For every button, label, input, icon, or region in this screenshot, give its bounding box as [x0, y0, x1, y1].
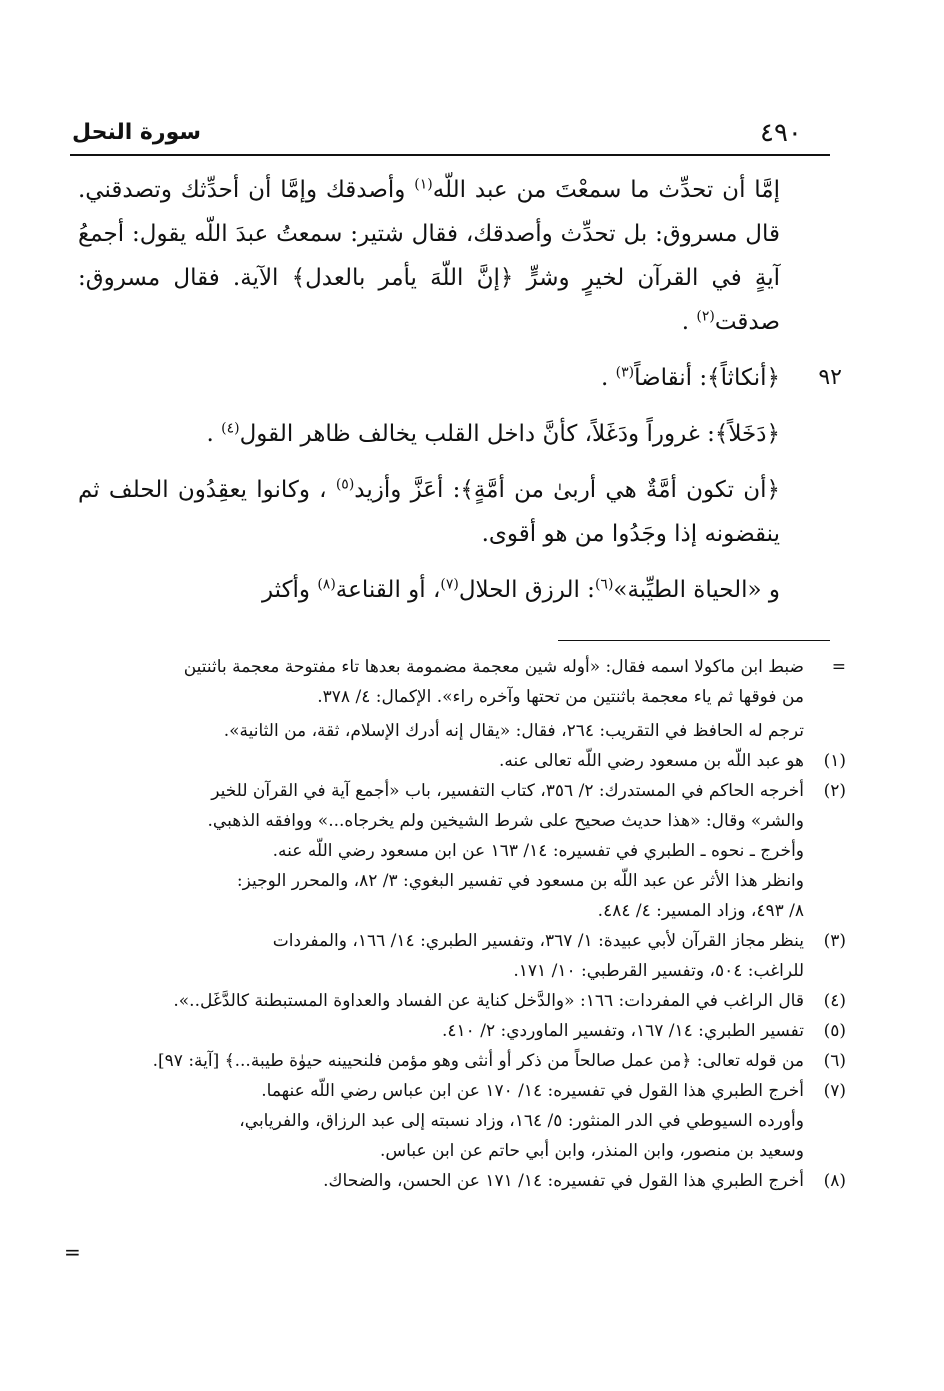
- footnote-line: ٨/ ٤٩٣، وزاد المسير: ٤/ ٤٨٤.: [597, 901, 804, 921]
- footnote-continuation: [78, 652, 846, 746]
- verse-number: ٩٢: [818, 365, 842, 390]
- gloss-text: ﴿دَخَلاً﴾: غروراً ودَغَلاً، كأنَّ داخل القلب يخالف ظاهر القول: [239, 421, 780, 447]
- footnote-line: وسعيد بن منصور، وابن المنذر، وابن أبي حاتم عن ابن عباس.: [379, 1141, 804, 1161]
- footnote-line: للراغب: ٥٠٤، وتفسير القرطبي: ١٠/ ١٧١.: [513, 961, 804, 981]
- text-line: وتصدقني. قال مسروق: بل تحدِّث وأصدقك، فقال شتير: سمعتُ عبدَ اللّه: [78, 177, 780, 247]
- footnote-marker: (٧): [440, 576, 459, 593]
- footnote-3: [78, 926, 846, 986]
- footnote-number: (٥): [823, 1021, 846, 1041]
- gloss-text: ﴿أن تكون أمَّةٌ هي أربىٰ من أمَّةٍ﴾: أعَزَّ وأزيد: [354, 477, 781, 503]
- footnotes: [78, 652, 846, 1196]
- continuation-mark: =: [831, 657, 846, 677]
- footnote-marker: (٢): [696, 308, 715, 325]
- footnote-line: والشر» وقال: «هذا حديث صحيح على شرط الشيخين ولم يخرجاه...» ووافقه الذهبي.: [207, 811, 804, 831]
- footnote-marker: (٣): [615, 364, 635, 381]
- gloss-text: الحلف ثم ينقضونه إذا وجَدُوا من هو أقوى.: [78, 477, 780, 547]
- footnote-line: أخرج الطبري هذا القول في تفسيره: ١٤/ ١٧٠ عن ابن عباس رضي اللّه عنهما.: [261, 1081, 804, 1101]
- footnote-marker: (٦): [594, 576, 614, 593]
- paragraph-masruq: إمَّا أن تحدِّث ما سمعْتَ من عبد اللّه$^{(١)}$ وأصدقك وإمَّا أن أحدِّثك وتصدقني. قال مسروق: بل تحدِّث وأصدقك، فقال شتير: سمعتُ عبدَ اللّه يقول: أجمعُ آيةٍ في القرآن لخيرٍ وشرٍّ ﴿إنَّ اللّهَ يأمر بالعدل﴾ الآية. فقال مسروق: صدقت$^{(٢)}$ .: [78, 176, 781, 335]
- footnote-6: [78, 1046, 846, 1076]
- footnote-marker: (١): [414, 176, 433, 193]
- footnote-line: قال الراغب في المفردات: ١٦٦: «والدَّخل كناية عن الفساد والعداوة المستبطنة كالدَّغَل..».: [173, 991, 804, 1011]
- surah-title: سورة النحل: [72, 120, 202, 145]
- footnote-7: [78, 1076, 846, 1166]
- text-line: إمَّا أن تحدِّث ما سمعْتَ من عبد اللّه: [432, 177, 781, 203]
- footnote-line: وأورده السيوطي في الدر المنثور: ٥/ ١٦٤، وزاد نسبته إلى عبد الرزاق، والفريابي،: [239, 1111, 804, 1131]
- gloss-text: : الرزق الحلال: [458, 577, 595, 603]
- text-line: مسروق: صدقت: [78, 265, 780, 335]
- footnote-number: (٤): [823, 991, 846, 1011]
- footnote-marker: (٨): [317, 576, 336, 593]
- footnote-marker: (٤): [221, 420, 240, 437]
- page-header: [70, 118, 830, 156]
- footnote-5: [78, 1016, 846, 1046]
- footnote-line: من فوقها ثم ياء معجمة باثنتين من تحتها وآخره راء». الإكمال: ٤/ ٣٧٨.: [317, 687, 804, 707]
- footnote-line: هو عبد اللّه بن مسعود رضي اللّه تعالى عنه.: [498, 751, 804, 771]
- text-line: يقول: أجمعُ آيةٍ في القرآن لخيرٍ وشرٍّ ﴿إنَّ اللّهَ يأمر بالعدل﴾ الآية. فقال: [78, 221, 780, 291]
- gloss-text: و «الحياة الطيِّبة»: [613, 577, 780, 603]
- footnote-marker: (٥): [335, 476, 355, 493]
- footnote-number: (٨): [823, 1171, 846, 1191]
- footnote-2: [78, 776, 846, 926]
- verse-entry-hayat: [78, 568, 780, 612]
- verse-entry-dakhalan: ﴿دَخَلاً﴾: غروراً ودَغَلاً، كأنَّ داخل القلب يخالف ظاهر القول$^{(٤)}$ .: [206, 420, 780, 447]
- footnote-line: وأخرج ـ نحوه ـ الطبري في تفسيره: ١٤/ ١٦٣ عن ابن مسعود رضي اللّه عنه.: [272, 841, 804, 861]
- continuation-mark-bottom: =: [64, 1240, 81, 1264]
- text-line: وأصدقك وإمَّا أن أحدِّثك: [180, 177, 406, 203]
- footnote-1: [78, 746, 846, 776]
- footnote-line: وانظر هذا الأثر عن عبد اللّه بن مسعود في تفسير البغوي: ٣/ ٨٢، والمحرر الوجيز:: [236, 871, 804, 891]
- gloss-text: ، وكانوا يعقِدُون: [177, 477, 327, 503]
- book-page: [70, 118, 846, 1318]
- main-text: [78, 168, 842, 612]
- footnote-number: (٣): [823, 931, 846, 951]
- footnote-line: أخرج الطبري هذا القول في تفسيره: ١٤/ ١٧١ عن الحسن، والضحاك.: [323, 1171, 804, 1191]
- footnote-line: من قوله تعالى: ﴿من عمل صالحاً من ذكر أو أنثى وهو مؤمن فلنحيينه حيوٰة طيبة...﴾ [آية: ٩٧].: [152, 1051, 804, 1071]
- verse-entry-ankathan: ٩٢ ﴿أنكاثاً﴾: أنقاضاً$^{(٣)}$ .: [78, 356, 780, 400]
- footnote-4: [78, 986, 846, 1016]
- footnote-number: (٧): [823, 1081, 846, 1101]
- footnote-line: ترجم له الحافظ في التقريب: ٢٦٤، فقال: «يقال إنه أدرك الإسلام، ثقة، من الثانية».: [223, 721, 804, 741]
- footnote-line: ضبط ابن ماكولا اسمه فقال: «أوله شين معجمة مضمومة بعدها تاء مفتوحة معجمة باثنتين: [183, 657, 804, 677]
- verse-entry-ummah: [78, 468, 780, 556]
- page-number: ٤٩٠: [760, 118, 802, 148]
- footnote-number: (١): [823, 751, 846, 771]
- gloss-text: وأكثر: [261, 577, 311, 603]
- gloss-text: ، أو القناعة: [335, 577, 441, 603]
- footnote-number: (٢): [823, 781, 846, 801]
- footnote-separator: [558, 640, 830, 641]
- footnote-line: ينظر مجاز القرآن لأبي عبيدة: ١/ ٣٦٧، وتفسير الطبري: ١٤/ ١٦٦، والمفردات: [272, 931, 804, 951]
- footnote-number: (٦): [823, 1051, 846, 1071]
- footnote-line: أخرجه الحاكم في المستدرك: ٢/ ٣٥٦، كتاب التفسير، باب «أجمع آية في القرآن للخير: [211, 781, 804, 801]
- gloss-text: ﴿أنكاثاً﴾: أنقاضاً: [634, 365, 780, 391]
- footnote-line: تفسير الطبري: ١٤/ ١٦٧، وتفسير الماوردي: ٢/ ٤١٠.: [442, 1021, 804, 1041]
- footnote-8: [78, 1166, 846, 1196]
